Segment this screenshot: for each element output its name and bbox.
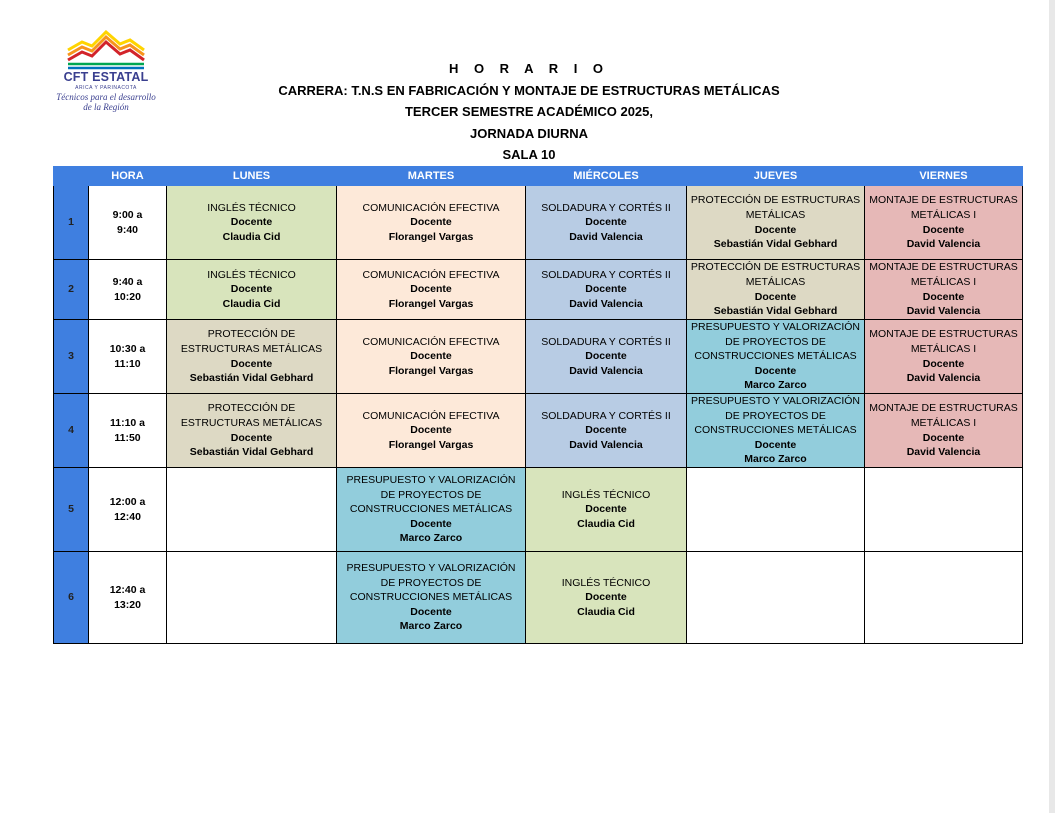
class-cell: [865, 260, 1023, 320]
time-start: 9:40 a: [112, 275, 143, 288]
class-cell: [167, 394, 337, 468]
subject-name: PRESUPUESTO Y VALORIZACIÓN DE PROYECTOS DE CONSTRUCCIONES METÁLICAS: [690, 321, 861, 363]
logo-org-name: CFT ESTATAL: [63, 70, 149, 84]
period-time: [89, 320, 167, 394]
teacher-name: David Valencia: [906, 372, 981, 385]
docente-label: Docente: [230, 357, 273, 370]
class-cell: [337, 394, 526, 468]
class-cell: [526, 552, 687, 644]
class-cell: [167, 468, 337, 552]
docente-label: Docente: [754, 438, 797, 451]
class-cell: [337, 468, 526, 552]
class-cell: [526, 394, 687, 468]
class-cell: [865, 320, 1023, 394]
class-cell: [337, 186, 526, 260]
subject-name: SOLDADURA Y CORTÉS II: [541, 335, 671, 348]
class-cell: [687, 260, 865, 320]
time-end: 11:50: [114, 431, 141, 444]
table-row: [54, 394, 1023, 468]
table-row: [54, 260, 1023, 320]
subject-name: PRESUPUESTO Y VALORIZACIÓN DE PROYECTOS DE CONSTRUCCIONES METÁLICAS: [690, 395, 861, 437]
docente-label: Docente: [754, 290, 797, 303]
docente-label: Docente: [585, 424, 627, 437]
docente-label: Docente: [922, 290, 965, 303]
class-cell: [526, 186, 687, 260]
class-cell: [167, 552, 337, 644]
period-time: [89, 260, 167, 320]
teacher-name: Marco Zarco: [744, 379, 807, 392]
subject-name: INGLÉS TÉCNICO: [561, 576, 651, 589]
teacher-name: Sebastián Vidal Gebhard: [189, 446, 314, 459]
schedule-table: [53, 166, 1023, 644]
logo-slogan-line2: de la Región: [83, 102, 129, 112]
subject-name: COMUNICACIÓN EFECTIVA: [362, 335, 500, 348]
subject-name: SOLDADURA Y CORTÉS II: [541, 201, 671, 214]
subject-name: PROTECCIÓN DE ESTRUCTURAS METÁLICAS: [180, 402, 323, 429]
class-cell: [337, 320, 526, 394]
class-cell: [687, 320, 865, 394]
class-cell: [337, 260, 526, 320]
class-cell: [167, 260, 337, 320]
cft-logo: [52, 30, 164, 120]
teacher-name: David Valencia: [906, 446, 981, 459]
period-number: 5: [54, 468, 89, 552]
docente-label: Docente: [754, 223, 797, 236]
class-cell: [337, 552, 526, 644]
header-title: H O R A R I O: [448, 61, 610, 76]
table-row: [54, 552, 1023, 644]
teacher-name: Florangel Vargas: [388, 230, 474, 243]
header-career: CARRERA: T.N.S EN FABRICACIÓN Y MONTAJE DE ESTRUCTURAS METÁLICAS: [278, 82, 780, 98]
teacher-name: Sebastián Vidal Gebhard: [713, 238, 838, 251]
teacher-name: Florangel Vargas: [388, 364, 474, 377]
table-row: [54, 186, 1023, 260]
subject-name: PROTECCIÓN DE ESTRUCTURAS METÁLICAS: [180, 328, 323, 355]
docente-label: Docente: [410, 350, 452, 363]
teacher-name: David Valencia: [906, 238, 981, 251]
table-row: [54, 320, 1023, 394]
teacher-name: Marco Zarco: [744, 453, 807, 466]
class-cell: [526, 260, 687, 320]
column-header-hora: HORA: [89, 167, 167, 186]
subject-name: PROTECCIÓN DE ESTRUCTURAS METÁLICAS: [690, 194, 861, 221]
docente-label: Docente: [410, 605, 452, 618]
table-header-row: [54, 167, 1023, 186]
docente-label: Docente: [922, 223, 965, 236]
column-header-num: [54, 167, 89, 186]
teacher-name: David Valencia: [569, 364, 643, 377]
docente-label: Docente: [410, 216, 452, 229]
subject-name: SOLDADURA Y CORTÉS II: [541, 268, 671, 281]
subject-name: MONTAJE DE ESTRUCTURAS METÁLICAS I: [869, 328, 1018, 355]
docente-label: Docente: [410, 283, 452, 296]
class-cell: [167, 186, 337, 260]
logo-region: ARICA Y PARINACOTA: [75, 85, 137, 91]
subject-name: COMUNICACIÓN EFECTIVA: [362, 268, 500, 281]
class-cell: [865, 186, 1023, 260]
subject-name: COMUNICACIÓN EFECTIVA: [362, 409, 500, 422]
teacher-name: Claudia Cid: [222, 297, 281, 310]
period-number: 6: [54, 552, 89, 644]
teacher-name: David Valencia: [906, 305, 981, 318]
period-number: 4: [54, 394, 89, 468]
subject-name: INGLÉS TÉCNICO: [207, 268, 296, 281]
period-number: 2: [54, 260, 89, 320]
subject-name: COMUNICACIÓN EFECTIVA: [362, 201, 500, 214]
column-header-jueves: JUEVES: [687, 167, 865, 186]
docente-label: Docente: [585, 350, 627, 363]
subject-name: INGLÉS TÉCNICO: [207, 201, 296, 214]
time-end: 12:40: [114, 510, 141, 523]
time-start: 10:30 a: [109, 342, 146, 355]
time-end: 9:40: [116, 223, 138, 236]
teacher-name: Claudia Cid: [577, 517, 635, 530]
column-header-lunes: LUNES: [167, 167, 337, 186]
period-time: [89, 394, 167, 468]
subject-name: MONTAJE DE ESTRUCTURAS METÁLICAS I: [869, 261, 1018, 288]
table-body: [54, 186, 1023, 644]
docente-label: Docente: [410, 424, 452, 437]
teacher-name: Florangel Vargas: [388, 438, 474, 451]
header-room: SALA 10: [502, 147, 556, 163]
class-cell: [687, 394, 865, 468]
mountain-logo-icon: [66, 30, 146, 70]
subject-name: MONTAJE DE ESTRUCTURAS METÁLICAS I: [869, 402, 1018, 429]
teacher-name: Sebastián Vidal Gebhard: [713, 305, 838, 318]
class-cell: [167, 320, 337, 394]
docente-label: Docente: [754, 364, 797, 377]
docente-label: Docente: [585, 216, 627, 229]
class-cell: [865, 552, 1023, 644]
docente-label: Docente: [230, 216, 273, 229]
docente-label: Docente: [585, 591, 627, 604]
class-cell: [687, 468, 865, 552]
time-end: 10:20: [114, 290, 141, 303]
class-cell: [865, 468, 1023, 552]
class-cell: [687, 552, 865, 644]
docente-label: Docente: [922, 357, 965, 370]
logo-slogan: [52, 92, 160, 112]
period-time: [89, 186, 167, 260]
docente-label: Docente: [230, 283, 273, 296]
period-time: [89, 552, 167, 644]
subject-name: PROTECCIÓN DE ESTRUCTURAS METÁLICAS: [690, 261, 861, 288]
time-end: 13:20: [114, 598, 141, 611]
docente-label: Docente: [410, 517, 452, 530]
class-cell: [526, 468, 687, 552]
time-start: 9:00 a: [112, 208, 143, 221]
time-start: 12:00 a: [109, 495, 146, 508]
subject-name: MONTAJE DE ESTRUCTURAS METÁLICAS I: [869, 194, 1018, 221]
period-number: 3: [54, 320, 89, 394]
teacher-name: David Valencia: [569, 438, 643, 451]
time-start: 11:10 a: [109, 416, 146, 429]
time-start: 12:40 a: [109, 583, 146, 596]
docente-label: Docente: [230, 431, 273, 444]
docente-label: Docente: [922, 431, 965, 444]
teacher-name: Marco Zarco: [399, 532, 463, 545]
teacher-name: David Valencia: [569, 230, 643, 243]
docente-label: Docente: [585, 283, 627, 296]
teacher-name: David Valencia: [569, 297, 643, 310]
time-end: 11:10: [114, 357, 141, 370]
logo-slogan-line1: Técnicos para el desarrollo: [56, 92, 156, 102]
page-scrollbar[interactable]: [1049, 0, 1055, 813]
header-shift: JORNADA DIURNA: [470, 125, 588, 141]
teacher-name: Claudia Cid: [222, 230, 281, 243]
class-cell: [687, 186, 865, 260]
subject-name: SOLDADURA Y CORTÉS II: [541, 409, 671, 422]
period-time: [89, 468, 167, 552]
class-cell: [865, 394, 1023, 468]
teacher-name: Marco Zarco: [399, 620, 463, 633]
table-row: [54, 468, 1023, 552]
teacher-name: Claudia Cid: [577, 605, 635, 618]
subject-name: PRESUPUESTO Y VALORIZACIÓN DE PROYECTOS DE CONSTRUCCIONES METÁLICAS: [346, 474, 516, 516]
subject-name: PRESUPUESTO Y VALORIZACIÓN DE PROYECTOS DE CONSTRUCCIONES METÁLICAS: [346, 562, 516, 604]
subject-name: INGLÉS TÉCNICO: [561, 488, 651, 501]
column-header-miercoles: MIÉRCOLES: [526, 167, 687, 186]
docente-label: Docente: [585, 503, 627, 516]
header-semester: TERCER SEMESTRE ACADÉMICO 2025,: [404, 104, 653, 120]
period-number: 1: [54, 186, 89, 260]
column-header-viernes: VIERNES: [865, 167, 1023, 186]
column-header-martes: MARTES: [337, 167, 526, 186]
class-cell: [526, 320, 687, 394]
teacher-name: Florangel Vargas: [388, 297, 474, 310]
schedule-header: [200, 58, 858, 166]
teacher-name: Sebastián Vidal Gebhard: [189, 372, 314, 385]
